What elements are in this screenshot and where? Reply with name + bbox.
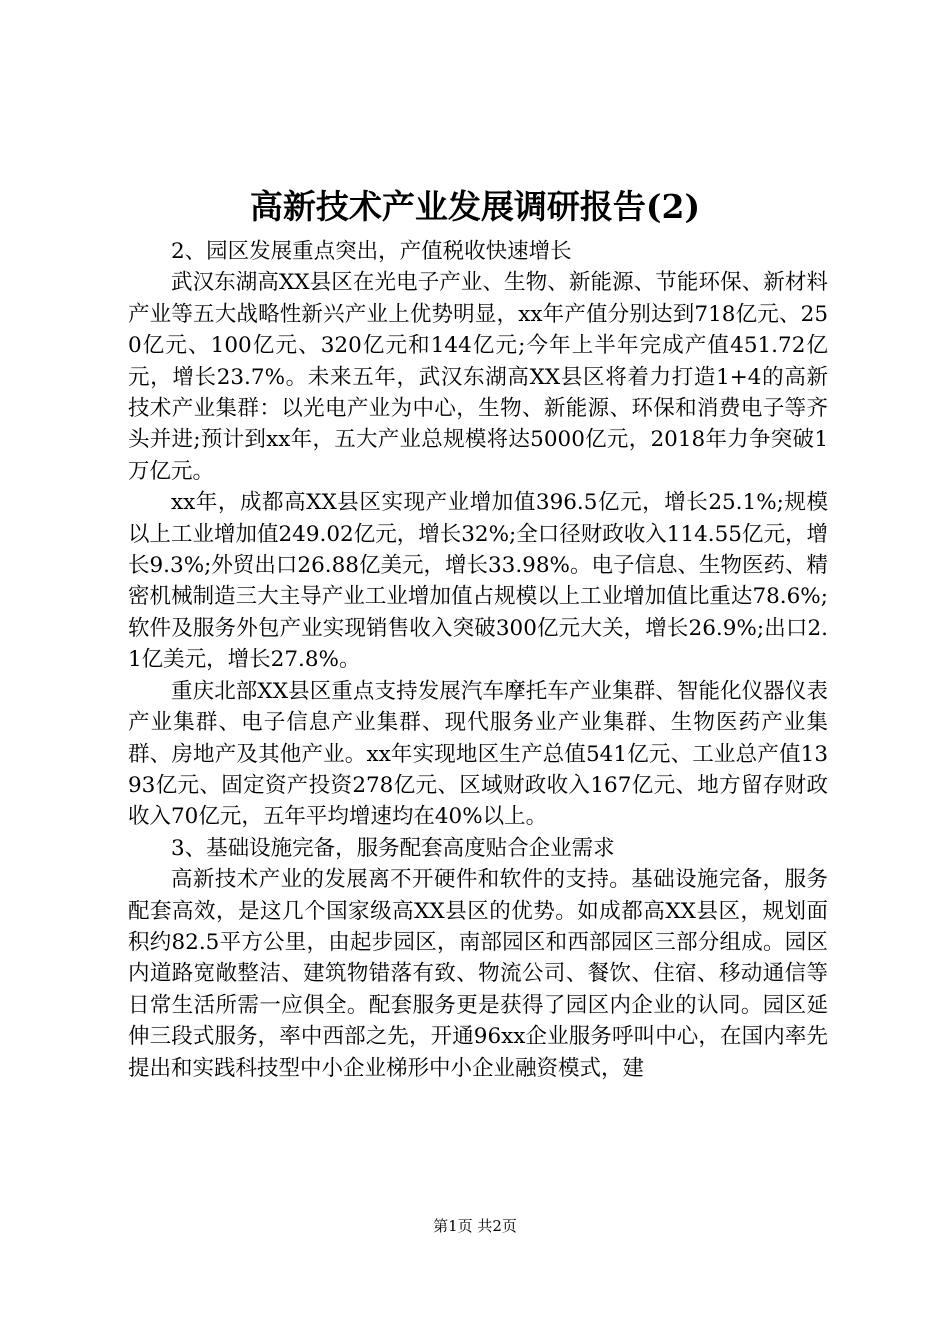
document-title: 高新技术产业发展调研报告(2) xyxy=(249,187,701,226)
document-body xyxy=(128,236,828,1084)
paragraph-chongqing: 重庆北部XX县区重点支持发展汽车摩托车产业集群、智能化仪器仪表产业集群、电子信息产业集群、现代服务业产业集群、生物医药产业集群、房地产及其他产业。xx年实现地区生产总值541亿元、工业总产值1393亿元、固定资产投资278亿元、区域财政收入167亿元、地方留存财政收入70亿元，五年平均增速均在40%以上。 xyxy=(128,678,828,830)
paragraph-wuhan: 武汉东湖高XX县区在光电子产业、生物、新能源、节能环保、新材料产业等五大战略性新兴产业上优势明显，xx年产值分别达到718亿元、250亿元、100亿元、320亿元和144亿元;今年上半年完成产值451.72亿元，增长23.7%。未来五年，武汉东湖高XX县区将着力打造1+4的高新技术产业集群：以光电产业为中心，生物、新能源、环保和消费电子等齐头并进;预计到xx年，五大产业总规模将达5000亿元，2018年力争突破1万亿元。 xyxy=(128,270,828,484)
paragraph-chengdu: xx年，成都高XX县区实现产业增加值396.5亿元，增长25.1%;规模以上工业增加值249.02亿元，增长32%;全口径财政收入114.55亿元，增长9.3%;外贸出口26.88亿美元，增长33.98%。电子信息、生物医药、精密机械制造三大主导产业工业增加值占规模以上工业增加值比重达78.6%;软件及服务外包产业实现销售收入突破300亿元大关，增长26.9%;出口2.1亿美元，增长27.8%。 xyxy=(128,490,828,673)
section-heading-2: 2、园区发展重点突出，产值税收快速增长 xyxy=(171,239,572,264)
section-heading-3: 3、基础设施完备，服务配套高度贴合企业需求 xyxy=(171,835,615,861)
page-number-footer: 第1页 共2页 xyxy=(433,1217,517,1235)
paragraph-infrastructure: 高新技术产业的发展离不开硬件和软件的支持。基础设施完备，服务配套高效，是这几个国家级高XX县区的优势。如成都高XX县区，规划面积约82.5平方公里，由起步园区，南部园区和西部园区三部分组成。园区内道路宽敞整洁、建筑物错落有致、物流公司、餐饮、住宿、移动通信等日常生活所需一应俱全。配套服务更是获得了园区内企业的认同。园区延伸三段式服务，率中西部之先，开通96xx企业服务呼叫中心，在国内率先提出和实践科技型中小企业梯形中小企业融资模式，建 xyxy=(128,867,828,1081)
